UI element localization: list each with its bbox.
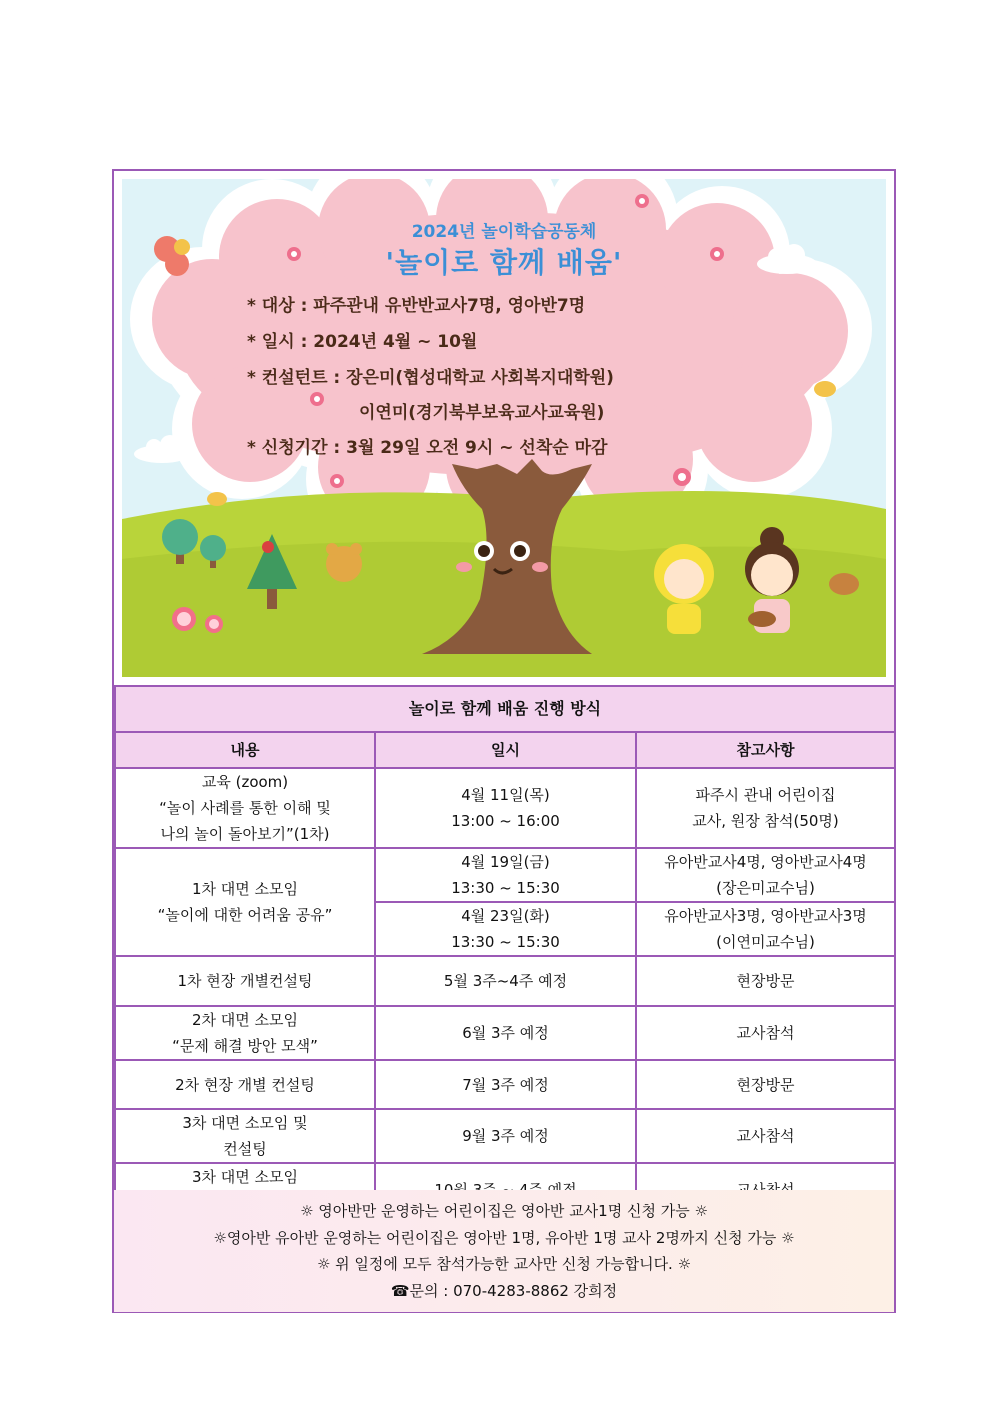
col-header-content: 내용 bbox=[115, 732, 375, 768]
poster-target-line: * 대상 : 파주관내 유반반교사7명, 영아반7명 bbox=[247, 296, 586, 316]
time-line: 13:30 ~ 15:30 bbox=[451, 933, 560, 951]
content-line: 나의 놀이 돌아보기”(1차) bbox=[160, 825, 330, 843]
row-note bbox=[636, 768, 895, 848]
contact-line: ☎문의 : 070-4283-8862 강희정 bbox=[390, 1281, 618, 1300]
row-content: 1차 현장 개별컨설팅 bbox=[115, 956, 375, 1006]
row-content bbox=[115, 1006, 375, 1060]
table-row bbox=[115, 956, 895, 1006]
col-header-note: 참고사항 bbox=[636, 732, 895, 768]
row-note: 현장방문 bbox=[636, 1060, 895, 1109]
row-content bbox=[115, 768, 375, 848]
note-line: 파주시 관내 어린이집 bbox=[695, 786, 836, 804]
content-line: 2차 대면 소모임 bbox=[191, 1011, 299, 1029]
row-note: 현장방문 bbox=[636, 956, 895, 1006]
poster-subtitle: 2024년 놀이학습공동체 bbox=[411, 222, 597, 242]
table-row bbox=[115, 1006, 895, 1060]
content-line: 컨설팅 bbox=[223, 1140, 267, 1158]
time-line: 13:00 ~ 16:00 bbox=[451, 812, 560, 830]
notice-line: ☼ 위 일정에 모두 참석가능한 교사만 신청 가능합니다. ☼ bbox=[316, 1255, 692, 1273]
row-note: 교사참석 bbox=[636, 1006, 895, 1060]
poster-date-line: * 일시 : 2024년 4월 ~ 10월 bbox=[247, 332, 478, 352]
table-row bbox=[115, 1060, 895, 1109]
notice-line: ☼ 영아반만 운영하는 어린이집은 영아반 교사1명 신청 가능 ☼ bbox=[300, 1202, 708, 1220]
row-note: 교사참석 bbox=[636, 1109, 895, 1163]
row-note bbox=[636, 902, 895, 956]
table-row bbox=[115, 768, 895, 848]
notice-line: ☼영아반 유아반 운영하는 어린이집은 영아반 1명, 유아반 1명 교사 2명까지 신청 가능 ☼ bbox=[213, 1228, 795, 1247]
note-line: (장은미교수님) bbox=[716, 879, 815, 897]
note-line: 유아반교사4명, 영아반교사4명 bbox=[664, 853, 867, 871]
row-note bbox=[636, 848, 895, 902]
row-date: 5월 3주~4주 예정 bbox=[375, 956, 636, 1006]
row-date bbox=[375, 902, 636, 956]
content-line: “문제 해결 방안 모색” bbox=[172, 1037, 318, 1055]
col-header-date: 일시 bbox=[375, 732, 636, 768]
flyer-frame bbox=[112, 169, 896, 1313]
content-line: “놀이 사례를 통한 이해 및 bbox=[159, 799, 331, 817]
row-content bbox=[115, 848, 375, 956]
note-line: 유아반교사3명, 영아반교사3명 bbox=[664, 907, 867, 925]
content-line: “놀이에 대한 어려움 공유” bbox=[157, 906, 333, 924]
table-row bbox=[115, 1109, 895, 1163]
table-row bbox=[115, 848, 895, 902]
content-line: 교육 (zoom) bbox=[201, 773, 289, 791]
note-line: (이연미교수님) bbox=[716, 933, 815, 951]
row-date: 6월 3주 예정 bbox=[375, 1006, 636, 1060]
row-content bbox=[115, 1109, 375, 1163]
row-date bbox=[375, 848, 636, 902]
content-line: 1차 대면 소모임 bbox=[191, 880, 299, 898]
poster-consultant2-line: 이연미(경기북부보육교사교육원) bbox=[359, 403, 605, 423]
poster-apply-line: * 신청기간 : 3월 29일 오전 9시 ~ 선착순 마감 bbox=[247, 438, 608, 458]
row-date: 9월 3주 예정 bbox=[375, 1109, 636, 1163]
content-line: 3차 대면 소모임 bbox=[191, 1168, 299, 1186]
table-title: 놀이로 함께 배움 진행 방식 bbox=[115, 686, 895, 732]
content-line: 3차 대면 소모임 및 bbox=[182, 1114, 308, 1132]
notice-box bbox=[114, 1190, 894, 1312]
poster-illustration bbox=[122, 179, 886, 677]
date-line: 4월 19일(금) bbox=[461, 853, 550, 871]
note-line: 교사, 원장 참석(50명) bbox=[692, 812, 839, 830]
row-date bbox=[375, 768, 636, 848]
row-date: 7월 3주 예정 bbox=[375, 1060, 636, 1109]
poster-title: '놀이로 함께 배움' bbox=[385, 246, 623, 279]
row-content: 2차 현장 개별 컨설팅 bbox=[115, 1060, 375, 1109]
date-line: 4월 23일(화) bbox=[461, 907, 550, 925]
date-line: 4월 11일(목) bbox=[461, 786, 550, 804]
schedule-table bbox=[114, 685, 896, 1218]
poster-consultant-line: * 컨설턴트 : 장은미(협성대학교 사회복지대학원) bbox=[247, 368, 614, 388]
time-line: 13:30 ~ 15:30 bbox=[451, 879, 560, 897]
